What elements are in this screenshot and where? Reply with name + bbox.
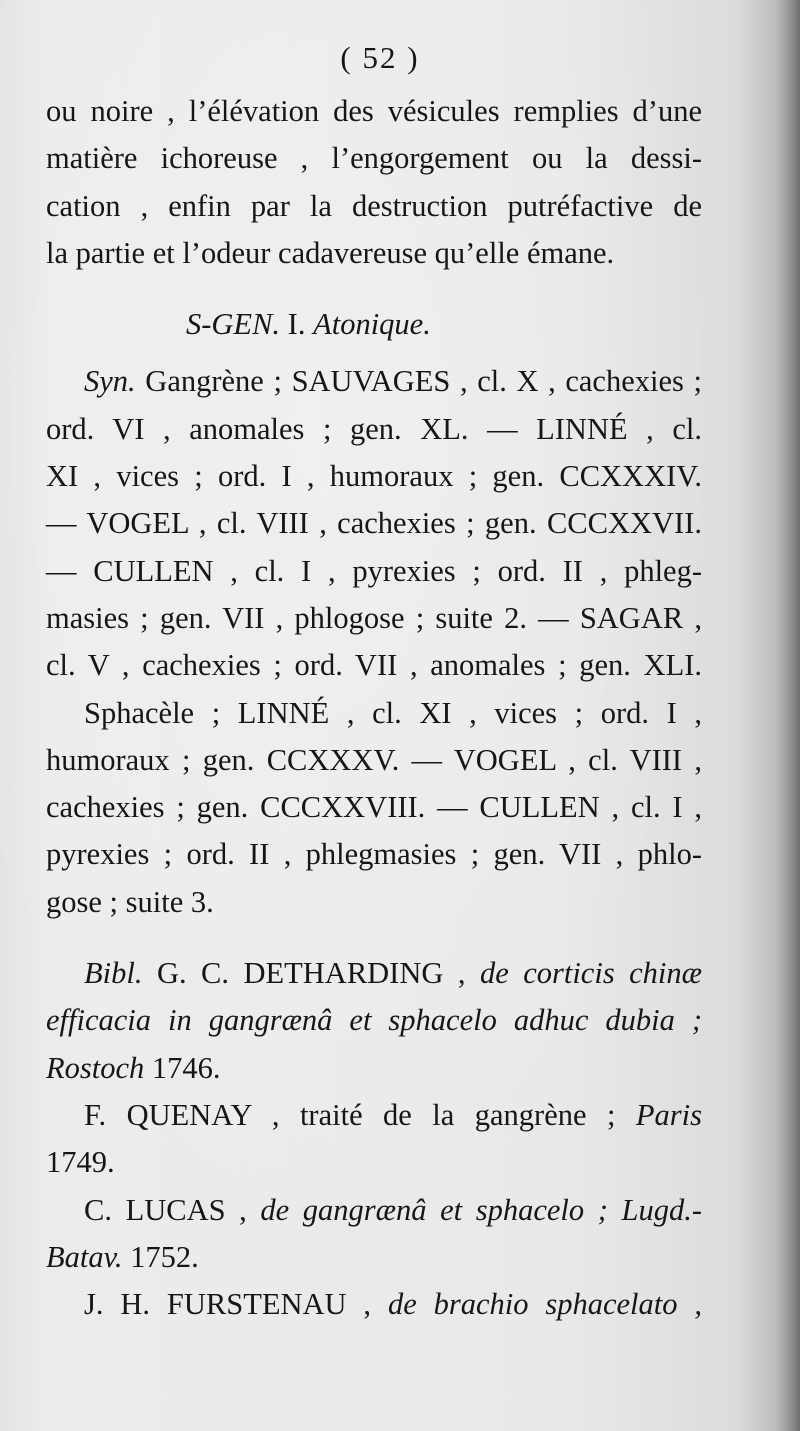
bibl-place: Batav. — [46, 1239, 123, 1274]
bibliography-line — [46, 1092, 702, 1139]
bibliography-line: 1749. — [46, 1145, 115, 1180]
bibl-title: traité de la gangrène ; — [299, 1097, 616, 1132]
bibl-title: de brachio sphacelato , — [387, 1287, 703, 1322]
bibl-title: de corticis chinæ — [479, 956, 702, 991]
sphacele-line: gose ; suite 3. — [46, 884, 214, 919]
bibl-author: J. H. FURSTENAU , — [84, 1287, 372, 1322]
sphacele-line: pyrexies ; ord. II , phlegmasies ; gen. VII , phlo- — [46, 837, 702, 872]
bibliography-line — [46, 1234, 702, 1281]
intro-line: matière ichoreuse , l’engorgement ou la dessi- — [46, 141, 702, 176]
synonymy-line: cl. V , cachexies ; ord. VII , anomales ; gen. XLI. — [46, 648, 702, 683]
bibliography-line — [46, 1045, 702, 1092]
bibl-place: Rostoch — [46, 1050, 145, 1085]
bibl-place: Paris — [635, 1097, 702, 1132]
heading-title: Atonique. — [313, 307, 431, 342]
spacer — [46, 277, 702, 301]
bibliography-line: efficacia in gangrænâ et sphacelo adhuc dubia ; — [46, 1003, 702, 1038]
bibl-author: G. C. DETHARDING , — [156, 956, 466, 991]
synonymy-line — [46, 358, 702, 405]
sphacele-line: humoraux ; gen. CCXXXV. — VOGEL , cl. VIII , — [46, 742, 702, 777]
heading-number: I. — [287, 307, 306, 342]
intro-line: ou noire , l’élévation des vésicules remplies d’une — [46, 94, 702, 128]
synonymy-line: — VOGEL , cl. VIII , cachexies ; gen. CCCXXVII. — [46, 506, 702, 541]
syn-line-1: Gangrène ; SAUVAGES , cl. X , cachexies ; — [145, 364, 702, 399]
sphacele-line: cachexies ; gen. CCCXXVIII. — CULLEN , cl. I , — [46, 790, 702, 825]
page-body — [46, 88, 702, 1328]
bibliography-line — [46, 950, 702, 997]
synonymy-line: — CULLEN , cl. I , pyrexies ; ord. II , phleg- — [46, 553, 702, 588]
bibl-lead: Bibl. — [84, 956, 143, 991]
bibl-author: C. LUCAS , — [84, 1192, 247, 1227]
sphacele-line: Sphacèle ; LINNÉ , cl. XI , vices ; ord. I , — [84, 695, 702, 730]
synonymy-line: XI , vices ; ord. I , humoraux ; gen. CCXXXIV. — [46, 459, 702, 494]
syn-lead: Syn. — [84, 364, 136, 399]
bibl-author: F. QUENAY , — [84, 1097, 280, 1132]
synonymy-line: ord. VI , anomales ; gen. XL. — LINNÉ , cl. — [46, 411, 702, 446]
synonymy-line: masies ; gen. VII , phlogose ; suite 2. — SAGAR , — [46, 600, 702, 635]
spacer — [46, 926, 702, 950]
spacer — [46, 348, 702, 358]
bibliography-line — [46, 1187, 702, 1234]
intro-line: la partie et l’odeur cadavereuse qu’elle émane. — [46, 235, 615, 270]
bibl-year: 1746. — [151, 1050, 221, 1085]
heading-label: S-GEN. — [186, 307, 281, 342]
bibliography-line — [46, 1281, 702, 1328]
section-heading — [46, 301, 702, 348]
page-number: ( 52 ) — [340, 40, 420, 75]
bibl-title: de gangrænâ et sphacelo ; Lugd.- — [260, 1192, 702, 1227]
intro-line: cation , enfin par la destruction putréfactive de — [46, 188, 702, 223]
bibl-year: 1752. — [130, 1239, 199, 1274]
